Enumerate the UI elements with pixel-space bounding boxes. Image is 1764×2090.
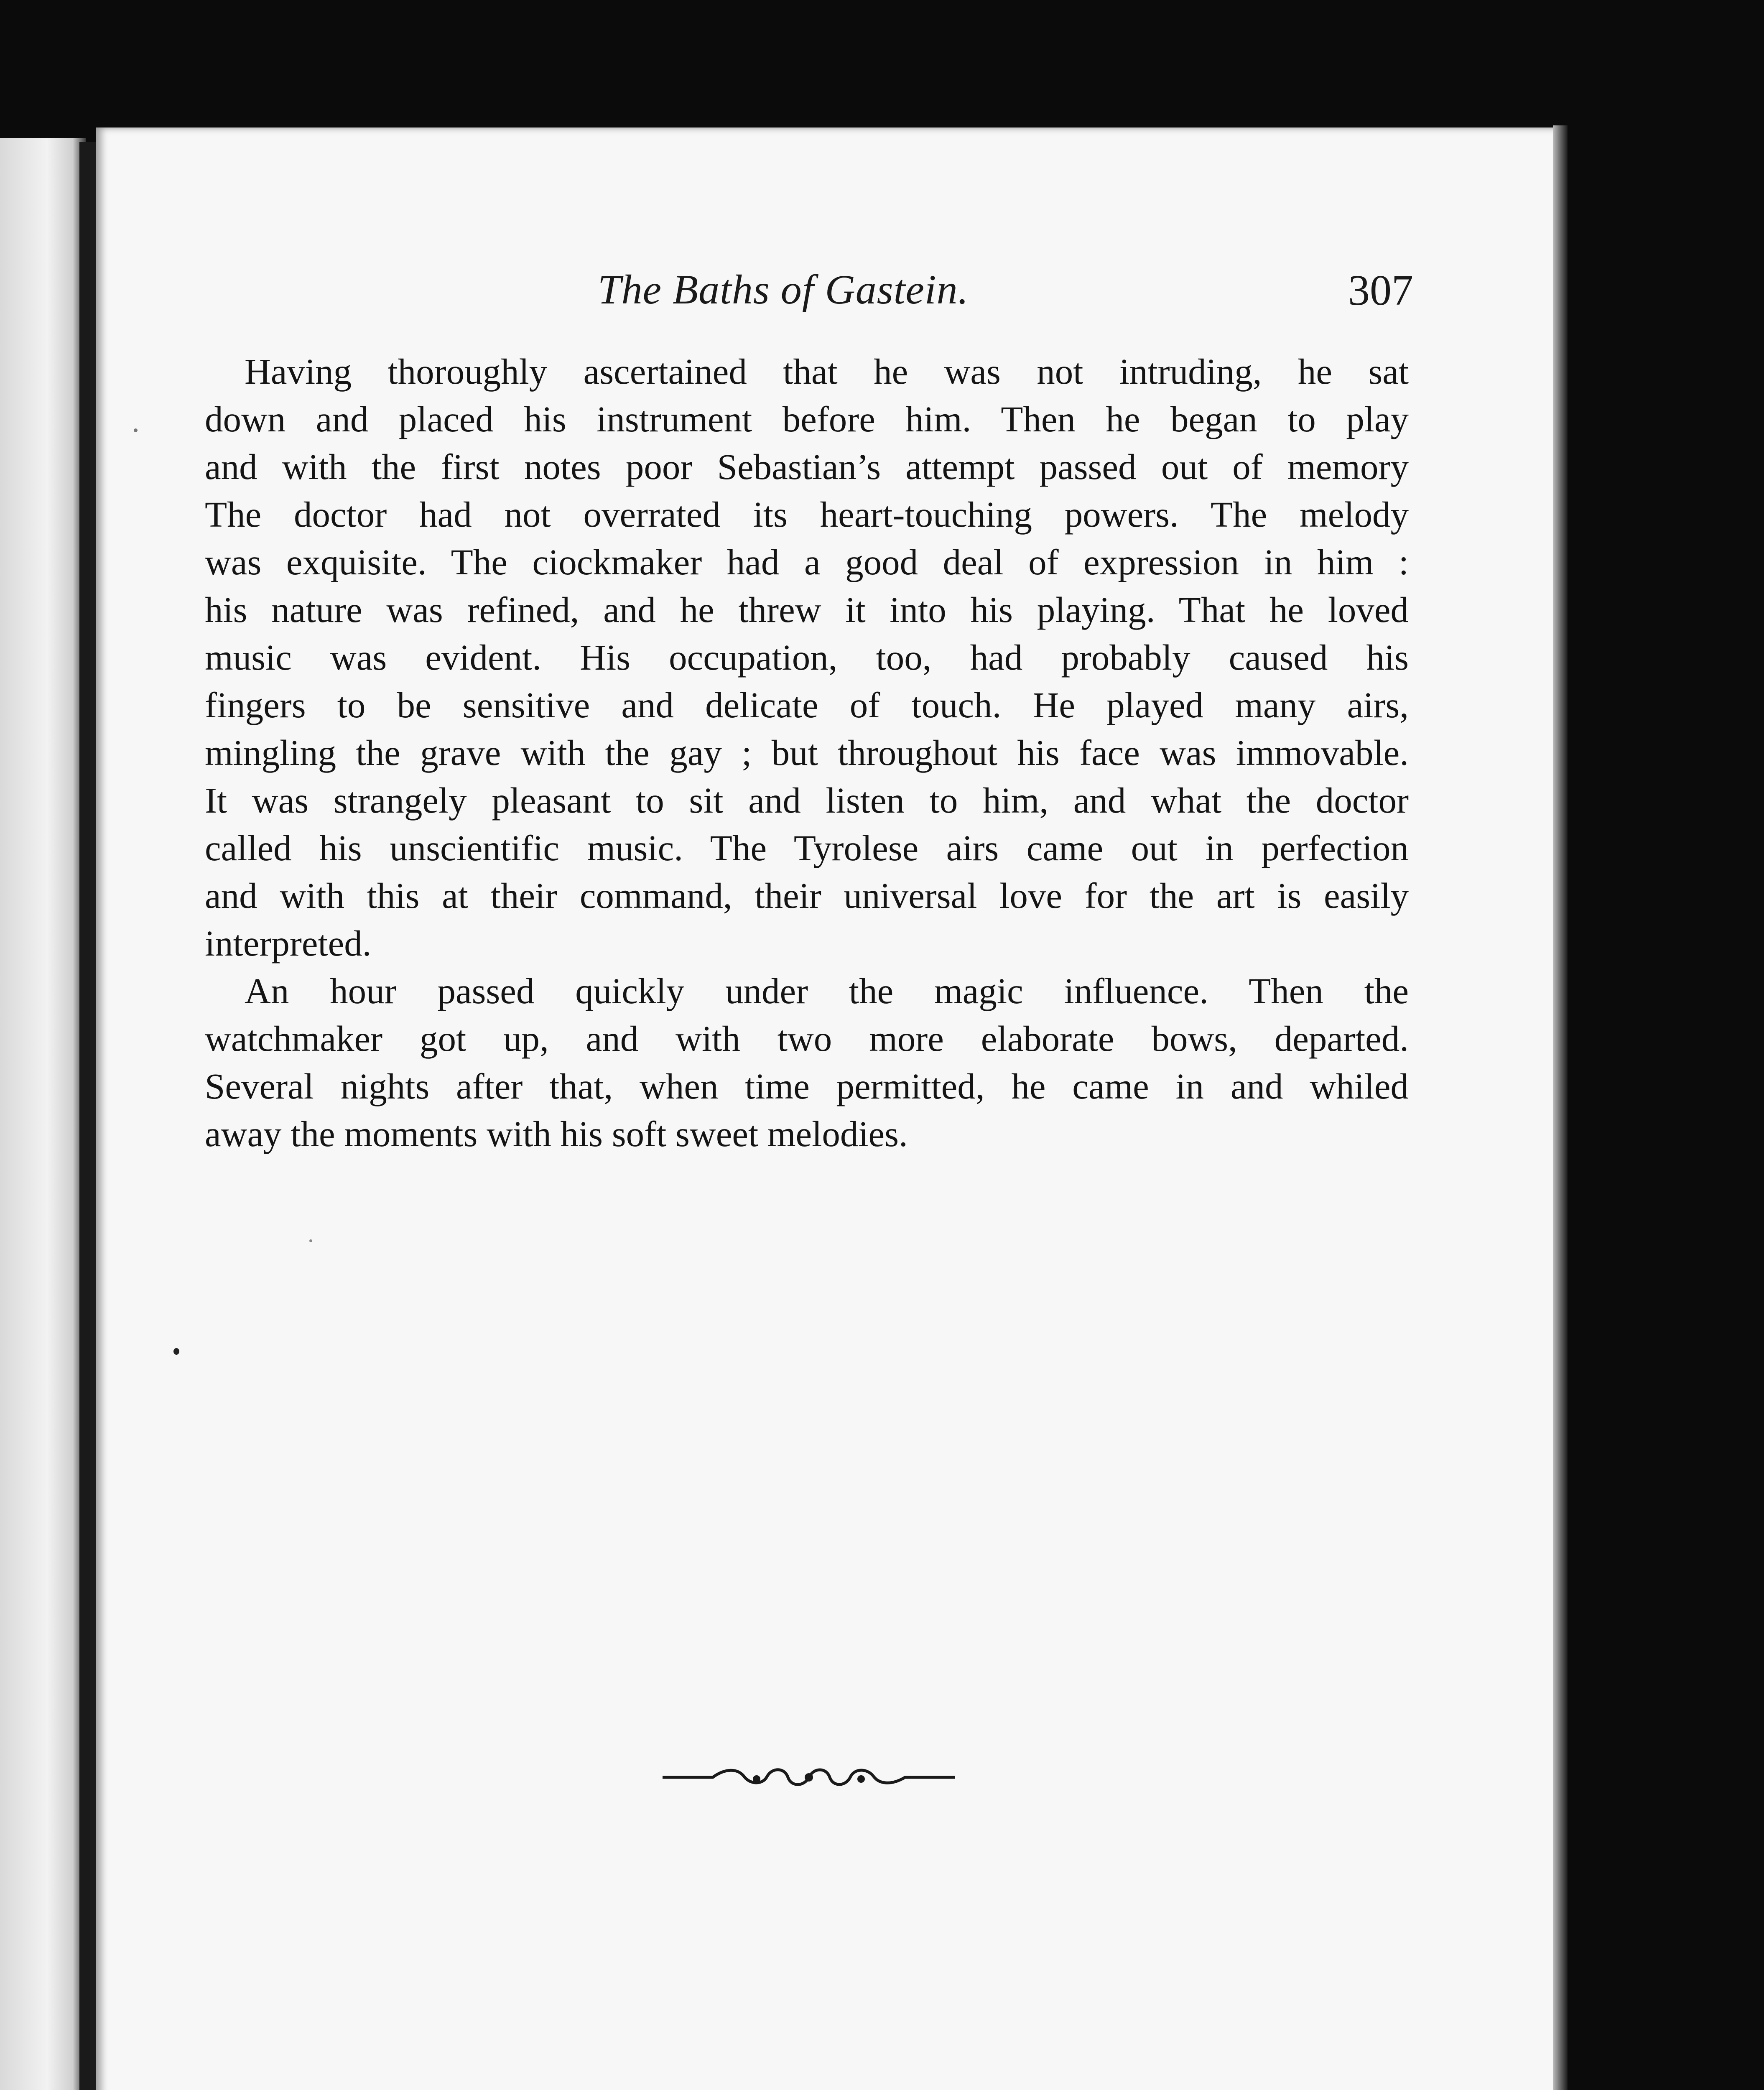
text-line: and with the first notes poor Sebastian’s attempt passed out of memory [205,446,1409,487]
text-line: interpreted. [205,923,372,963]
page-edge-shadow [1553,125,1568,2090]
running-head: The Baths of Gastein. [598,266,969,313]
body-text [205,348,1409,1158]
text-line: Having thoroughly ascertained that he was not intruding, he sat [245,351,1409,392]
text-line: called his unscientific music. The Tyrolese airs came out in perfection [205,828,1409,868]
print-speck [309,1239,312,1242]
text-line: his nature was refined, and he threw it into his playing. That he loved [205,589,1409,630]
text-line: fingers to be sensitive and delicate of touch. He played many airs, [205,685,1409,725]
text-line: The doctor had not overrated its heart-touching powers. The melody [205,494,1409,535]
text-line: It was strangely pleasant to sit and listen to him, and what the doctor [205,780,1409,821]
tailpiece-ornament-icon [663,1764,955,1793]
text-line: music was evident. His occupation, too, had probably caused his [205,637,1409,678]
text-line: An hour passed quickly under the magic influence. Then the [245,971,1409,1011]
print-speck [134,428,138,432]
text-line: Several nights after that, when time permitted, he came in and whiled [205,1066,1409,1106]
text-line: was exquisite. The ciockmaker had a good deal of expression in him : [205,542,1409,582]
text-line: and with this at their command, their universal love for the art is easily [205,875,1409,916]
print-speck [173,1348,179,1355]
text-line: away the moments with his soft sweet melodies. [205,1114,908,1154]
text-line: mingling the grave with the gay ; but throughout his face was immovable. [205,732,1409,773]
text-line: down and placed his instrument before him. Then he began to play [205,399,1409,439]
page-number: 307 [1348,266,1413,314]
facing-page-edge [0,138,86,2090]
text-line: watchmaker got up, and with two more elaborate bows, departed. [205,1018,1409,1059]
